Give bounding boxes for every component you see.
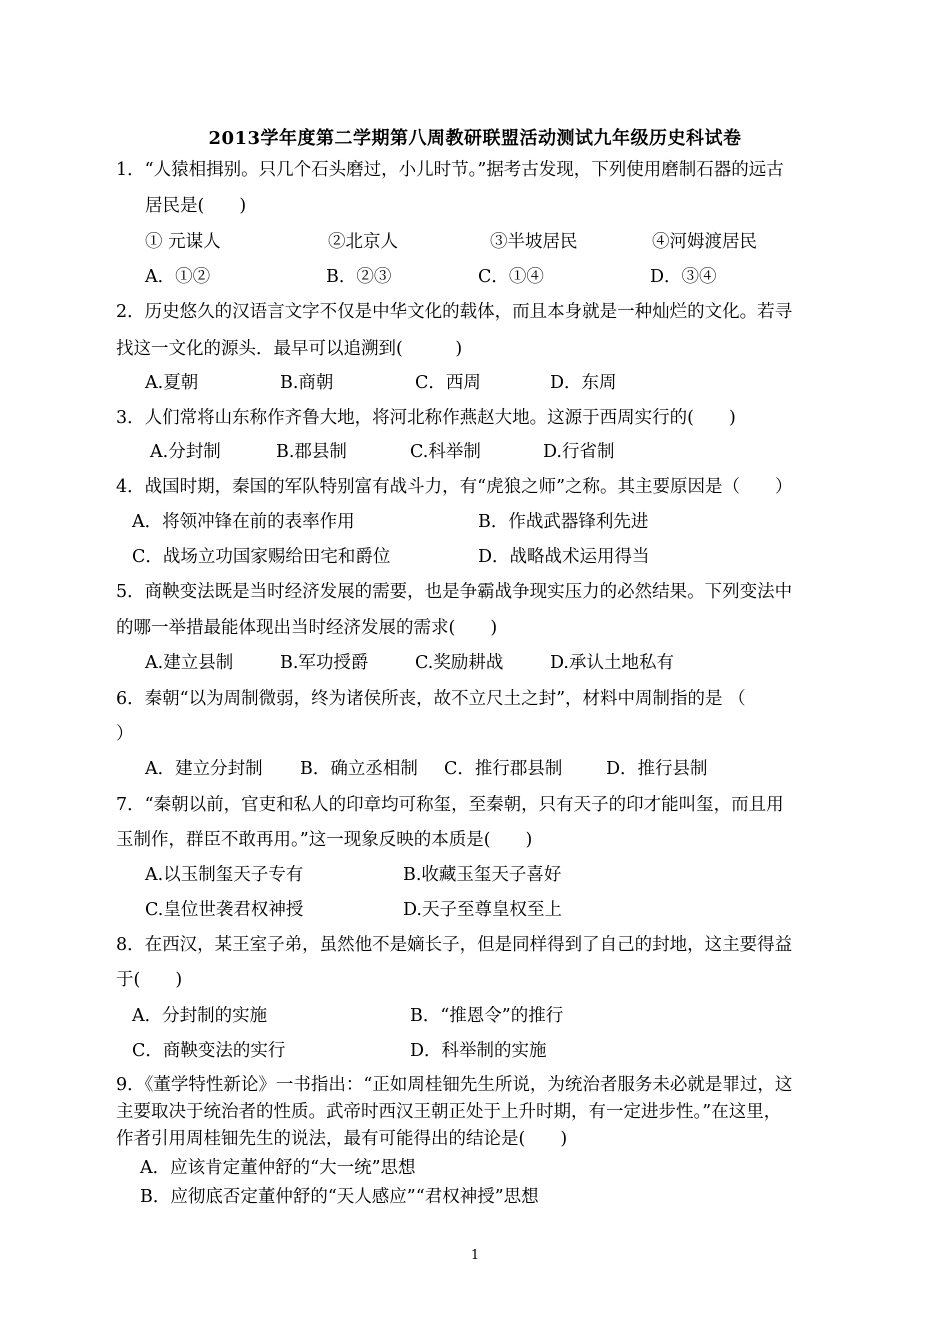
question-4-line-1: 4．战国时期，秦国的军队特别富有战斗力，有“虎狼之师”之称。其主要原因是（ ） xyxy=(116,477,793,497)
q4-option-a: A．将领冲锋在前的表率作用 xyxy=(132,512,355,532)
q5-option-c: C.奖励耕战 xyxy=(415,653,504,673)
question-9-line-2: 主要取决于统治者的性质。武帝时西汉王朝正处于上升时期，有一定进步性。”在这里， xyxy=(116,1102,782,1122)
q6-option-b: B．确立丞相制 xyxy=(300,759,418,779)
q2-option-b: B.商朝 xyxy=(280,373,334,393)
q7-option-a: A.以玉制玺天子专有 xyxy=(145,865,304,885)
q5-option-a: A.建立县制 xyxy=(145,653,234,673)
question-6-line-1: 6．秦朝“以为周制微弱，终为诸侯所丧，故不立尺土之封”，材料中周制指的是 （ xyxy=(116,689,746,709)
q1-item-1: ① 元谋人 xyxy=(145,232,221,252)
q4-option-c: C．战场立功国家赐给田宅和爵位 xyxy=(132,547,391,567)
q1-item-3: ③半坡居民 xyxy=(490,232,578,252)
q3-option-a: A.分封制 xyxy=(150,442,221,462)
question-9-line-1: 9．《董学特性新论》一书指出：“正如周桂钿先生所说，为统治者服务未必就是罪过，这 xyxy=(116,1075,793,1095)
q3-option-d: D.行省制 xyxy=(543,442,615,462)
q8-option-a: A．分封制的实施 xyxy=(132,1006,268,1026)
q9-option-a: A．应该肯定董仲舒的“大一统”思想 xyxy=(140,1158,416,1178)
question-1-line-2: 居民是( ) xyxy=(145,196,247,216)
q2-option-d: D．东周 xyxy=(550,373,617,393)
question-5-line-1: 5．商鞅变法既是当时经济发展的需要，也是争霸战争现实压力的必然结果。下列变法中 xyxy=(116,582,793,602)
question-3-line-1: 3．人们常将山东称作齐鲁大地，将河北称作燕赵大地。这源于西周实行的( ) xyxy=(116,408,736,428)
page-number: 1 xyxy=(470,1248,480,1263)
q2-option-a: A.夏朝 xyxy=(145,373,199,393)
q1-option-b: B．②③ xyxy=(326,267,392,287)
q7-option-c: C.皇位世袭君权神授 xyxy=(145,900,304,920)
q3-option-b: B.郡县制 xyxy=(276,442,347,462)
question-1-line-1: 1．“人猿相揖别。只几个石头磨过，小儿时节。”据考古发现，下列使用磨制石器的远古 xyxy=(116,160,784,180)
q1-option-d: D．③④ xyxy=(650,267,717,287)
question-2-line-2: 找这一文化的源头．最早可以追溯到( ) xyxy=(116,339,463,359)
question-8-line-2: 于( ) xyxy=(116,970,183,990)
q4-option-d: D．战略战术运用得当 xyxy=(478,547,650,567)
q1-item-4: ④河姆渡居民 xyxy=(652,232,757,252)
q1-option-a: A．①② xyxy=(145,267,211,287)
question-6-line-2: ） xyxy=(116,724,134,744)
q5-option-b: B.军功授爵 xyxy=(280,653,369,673)
question-2-line-1: 2．历史悠久的汉语言文字不仅是中华文化的载体，而且本身就是一种灿烂的文化。若寻 xyxy=(116,302,793,322)
q8-option-c: C．商鞅变法的实行 xyxy=(132,1041,286,1061)
q8-option-d: D．科举制的实施 xyxy=(410,1041,547,1061)
question-5-line-2: 的哪一举措最能体现出当时经济发展的需求( ) xyxy=(116,618,498,638)
exam-title: 2013学年度第二学期第八周教研联盟活动测试九年级历史科试卷 xyxy=(208,128,742,149)
q6-option-d: D．推行县制 xyxy=(606,759,708,779)
question-9-line-3: 作者引用周桂钿先生的说法，最有可能得出的结论是( ) xyxy=(116,1129,568,1149)
q3-option-c: C.科举制 xyxy=(410,442,481,462)
q8-option-b: B．“推恩令”的推行 xyxy=(410,1006,564,1026)
q6-option-c: C．推行郡县制 xyxy=(444,759,563,779)
q6-option-a: A．建立分封制 xyxy=(145,759,263,779)
question-8-line-1: 8．在西汉，某王室子弟，虽然他不是嫡长子，但是同样得到了自己的封地，这主要得益 xyxy=(116,935,793,955)
q4-option-b: B．作战武器锋利先进 xyxy=(478,512,649,532)
q1-option-c: C．①④ xyxy=(478,267,544,287)
q9-option-b: B．应彻底否定董仲舒的“天人感应”“君权神授”思想 xyxy=(140,1187,539,1207)
question-7-line-1: 7．“秦朝以前，官吏和私人的印章均可称玺，至秦朝，只有天子的印才能叫玺，而且用 xyxy=(116,795,784,815)
q7-option-d: D.天子至尊皇权至上 xyxy=(403,900,562,920)
question-7-line-2: 玉制作，群臣不敢再用。”这一现象反映的本质是( ) xyxy=(116,830,533,850)
q2-option-c: C．西周 xyxy=(415,373,481,393)
q5-option-d: D.承认土地私有 xyxy=(550,653,674,673)
q1-item-2: ②北京人 xyxy=(328,232,398,252)
q7-option-b: B.收藏玉玺天子喜好 xyxy=(403,865,562,885)
